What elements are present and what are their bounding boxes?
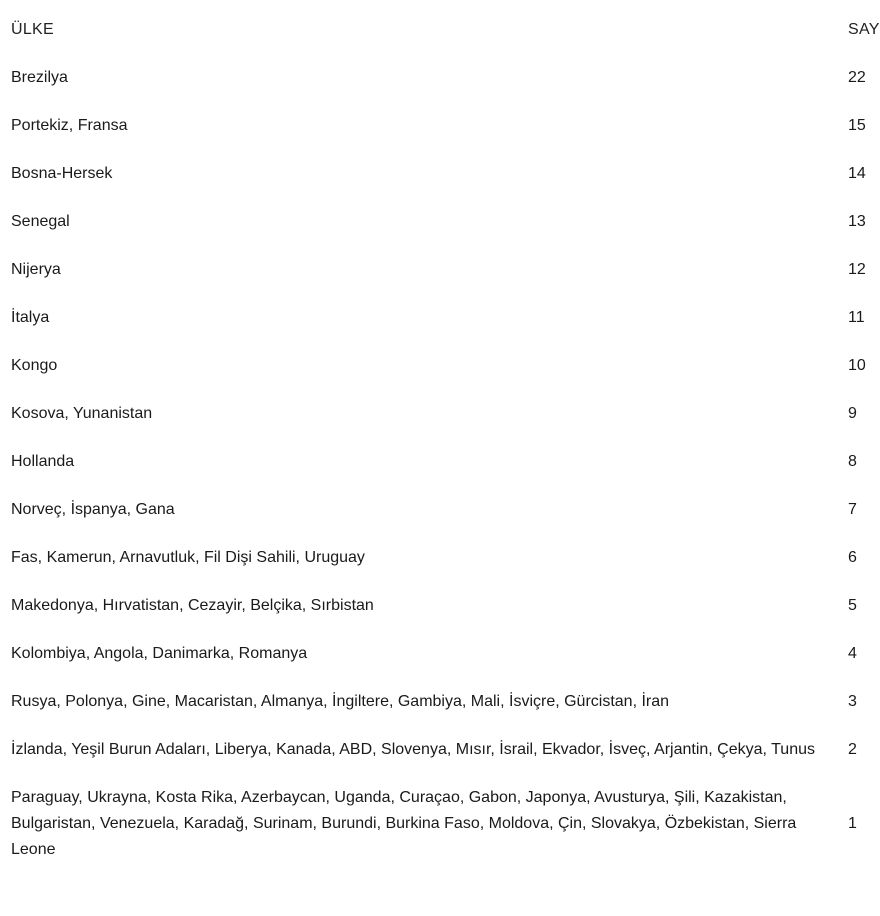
- country-cell: İzlanda, Yeşil Burun Adaları, Liberya, Kanada, ABD, Slovenya, Mısır, İsrail, Ekvador, İsveç, Arjantin, Çekya, Tunus: [11, 741, 815, 758]
- table-row: [0, 390, 880, 438]
- country-cell: Nijerya: [11, 261, 61, 278]
- country-cell: Bosna-Hersek: [11, 165, 113, 182]
- country-count-table: [0, 6, 880, 874]
- count-cell: 22: [848, 69, 866, 86]
- table-row: [0, 54, 880, 102]
- table-header-row: [0, 6, 880, 54]
- table-row: [0, 342, 880, 390]
- table-row: [0, 198, 880, 246]
- country-cell: Makedonya, Hırvatistan, Cezayir, Belçika, Sırbistan: [11, 597, 374, 614]
- country-cell: Norveç, İspanya, Gana: [11, 501, 175, 518]
- count-cell: 5: [848, 597, 857, 614]
- table-row: [0, 678, 880, 726]
- table-row: [0, 534, 880, 582]
- country-cell: Hollanda: [11, 453, 75, 470]
- count-cell: 2: [848, 741, 857, 758]
- table-row: [0, 726, 880, 774]
- column-header-country: ÜLKE: [11, 21, 54, 38]
- table-row: [0, 294, 880, 342]
- count-cell: 3: [848, 693, 857, 710]
- count-cell: 4: [848, 645, 857, 662]
- country-cell: Kosova, Yunanistan: [11, 405, 153, 422]
- country-cell: İtalya: [11, 309, 50, 326]
- count-cell: 1: [848, 815, 857, 832]
- country-cell: Paraguay, Ukrayna, Kosta Rika, Azerbaycan, Uganda, Curaçao, Gabon, Japonya, Avusturya, Şili, Kazakistan, Bulgaristan, Venezuela, Karadağ, Surinam, Burundi, Burkina Faso, Moldova, Çin, Slovakya, Özbekistan, Sierra Leone: [11, 789, 797, 858]
- table-row: [0, 630, 880, 678]
- table-row: [0, 150, 880, 198]
- country-cell: Fas, Kamerun, Arnavutluk, Fil Dişi Sahili, Uruguay: [11, 549, 365, 566]
- count-cell: 7: [848, 501, 857, 518]
- count-cell: 6: [848, 549, 857, 566]
- country-cell: Kongo: [11, 357, 58, 374]
- count-cell: 12: [848, 261, 866, 278]
- country-cell: Portekiz, Fransa: [11, 117, 128, 134]
- country-cell: Kolombiya, Angola, Danimarka, Romanya: [11, 645, 308, 662]
- table-row: [0, 246, 880, 294]
- count-cell: 15: [848, 117, 866, 134]
- table-row: [0, 438, 880, 486]
- table-row: [0, 102, 880, 150]
- column-header-count: SAY: [848, 21, 880, 38]
- count-cell: 8: [848, 453, 857, 470]
- count-cell: 11: [848, 309, 865, 326]
- country-cell: Senegal: [11, 213, 70, 230]
- table-row: [0, 582, 880, 630]
- table-row: [0, 486, 880, 534]
- table-row: [0, 774, 880, 874]
- count-cell: 13: [848, 213, 866, 230]
- country-cell: Rusya, Polonya, Gine, Macaristan, Almanya, İngiltere, Gambiya, Mali, İsviçre, Gürcistan, İran: [11, 693, 670, 710]
- count-cell: 14: [848, 165, 866, 182]
- count-cell: 10: [848, 357, 866, 374]
- country-cell: Brezilya: [11, 69, 68, 86]
- count-cell: 9: [848, 405, 857, 422]
